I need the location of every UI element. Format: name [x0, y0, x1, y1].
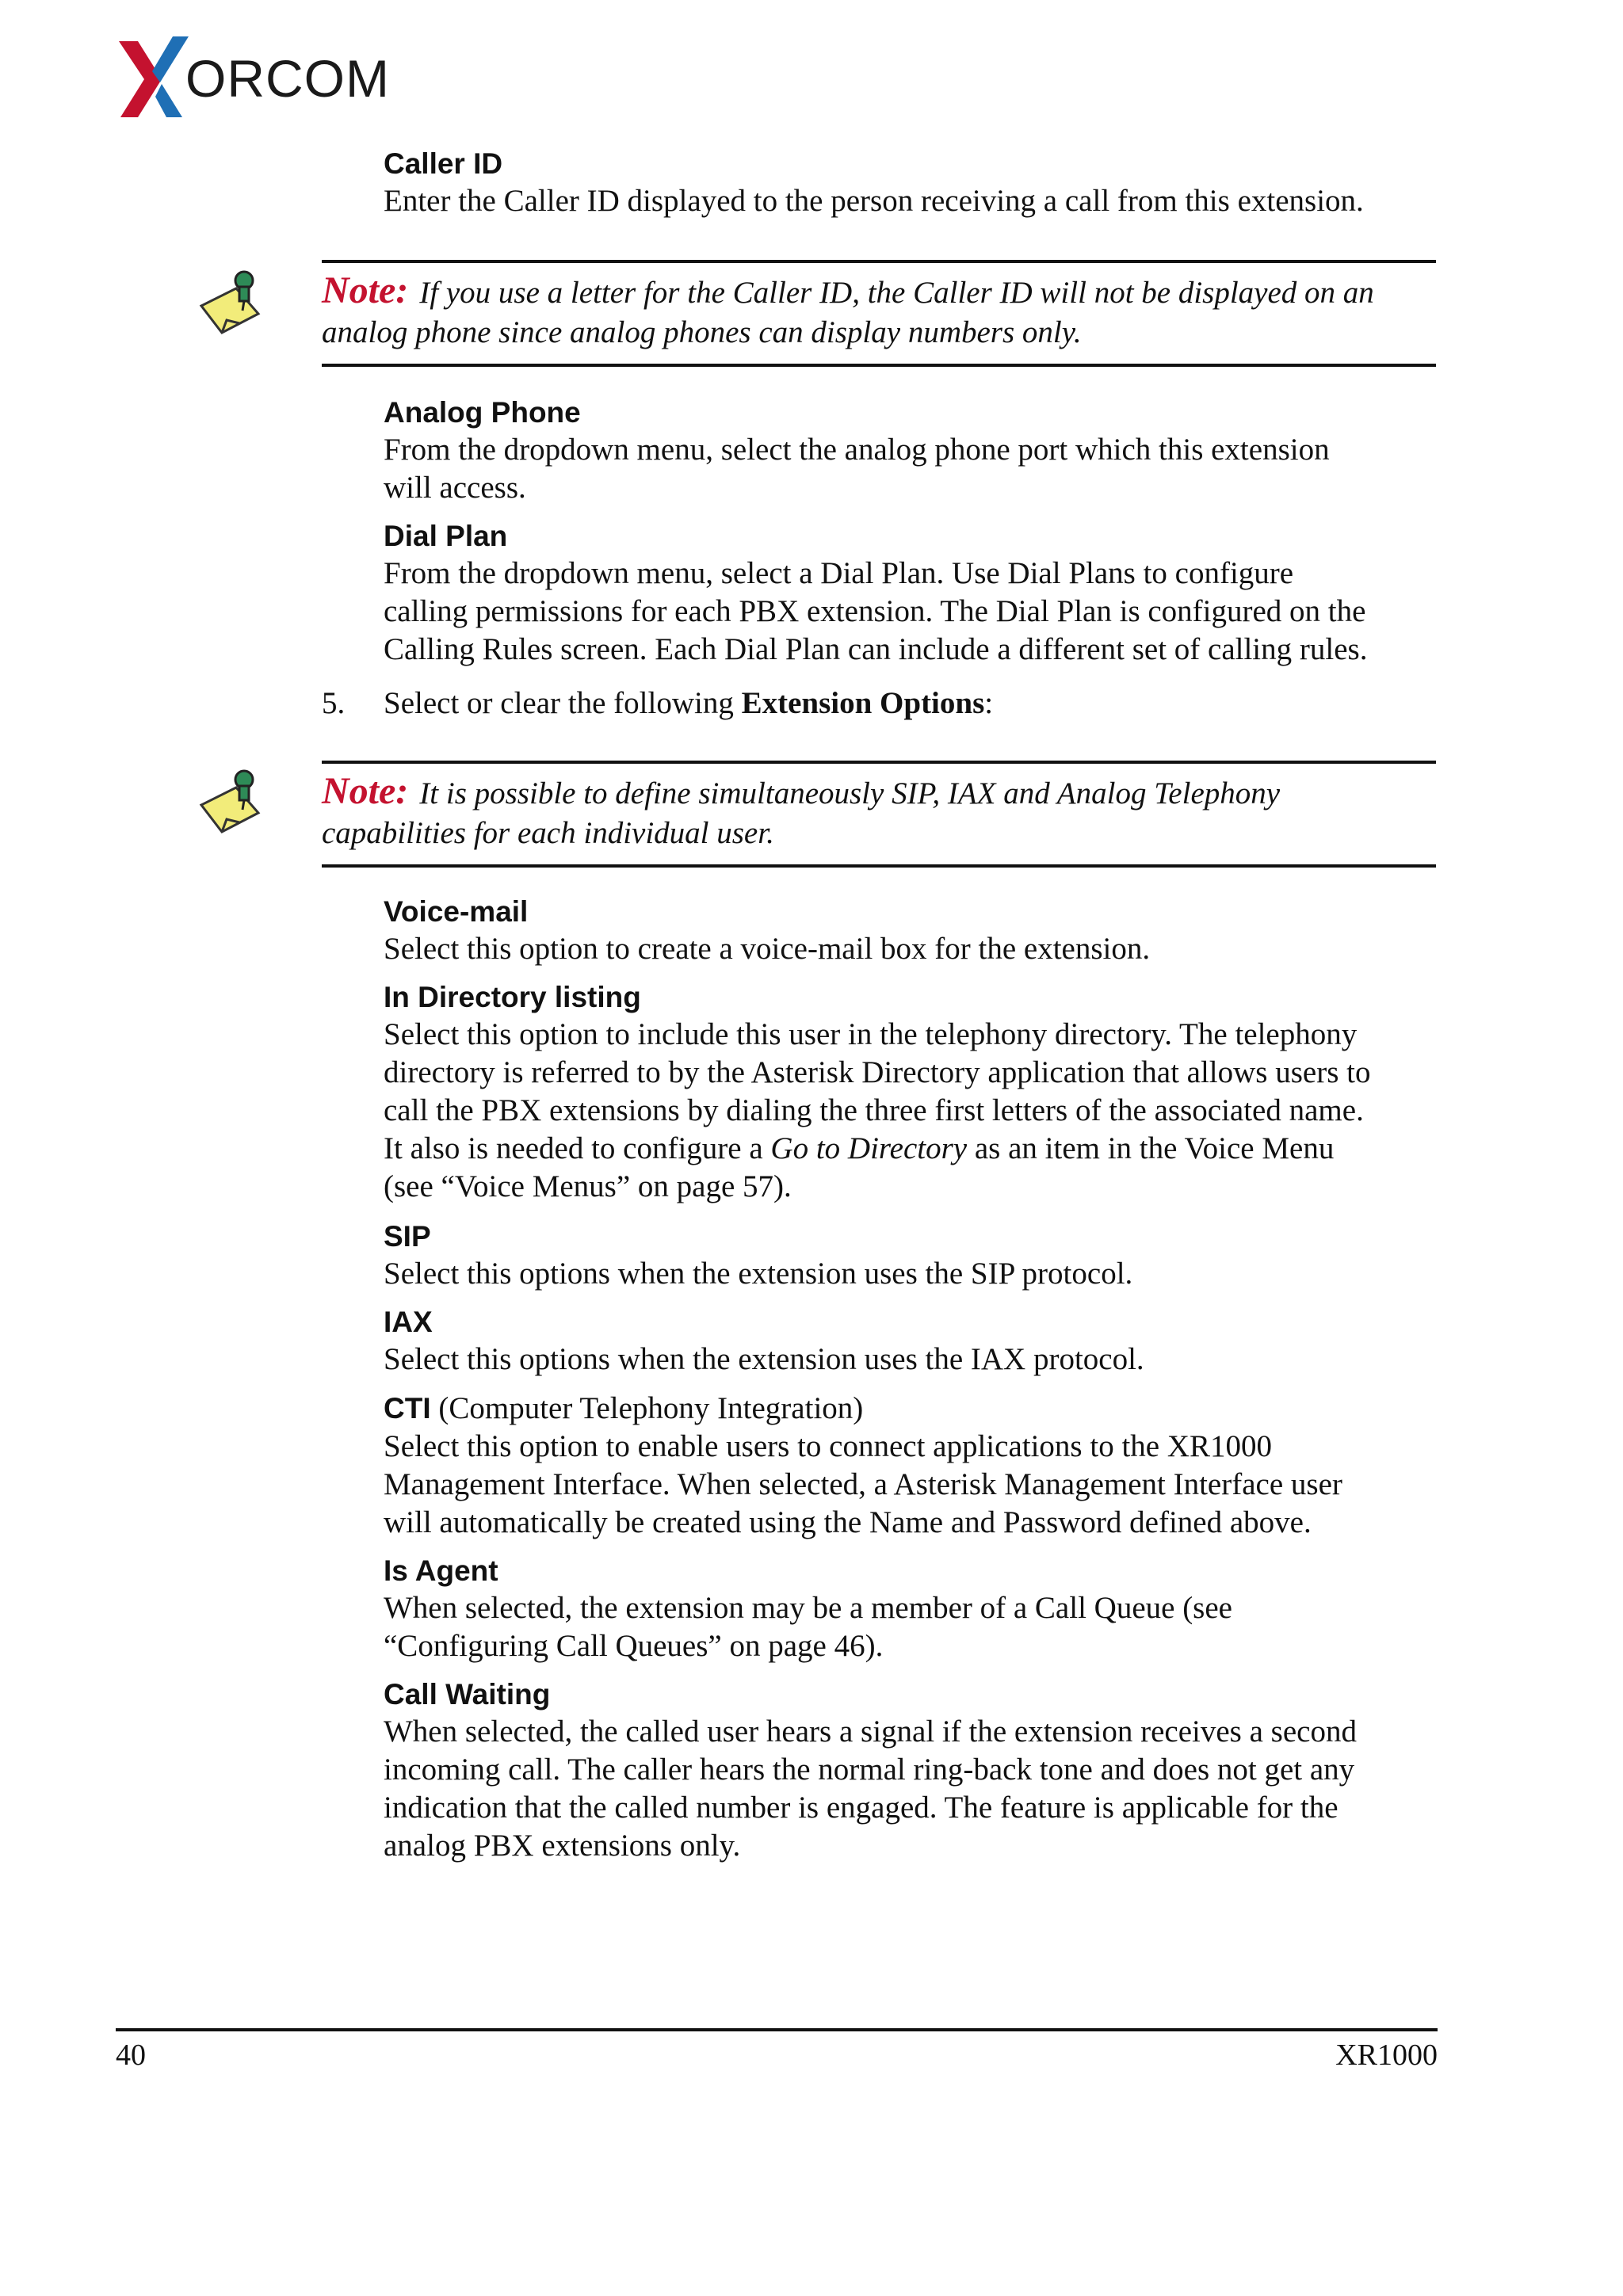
- dial-plan-line2: calling permissions for each PBX extension. The Dial Plan is configured on the: [384, 594, 1366, 628]
- cti-line2: Management Interface. When selected, a Asterisk Management Interface user: [384, 1467, 1342, 1501]
- directory-line4: [384, 1130, 1438, 1168]
- iax-section: [384, 1304, 1438, 1379]
- is-agent-line1: When selected, the extension may be a member of a Call Queue (see: [384, 1591, 1232, 1625]
- step-number: 5.: [322, 686, 346, 720]
- voice-mail-text: Select this option to create a voice-mail box for the extension.: [384, 932, 1151, 966]
- directory-line4-italic: Go to Directory: [770, 1131, 968, 1165]
- note-text-line2: capabilities for each individual user.: [322, 816, 774, 850]
- voice-mail-heading: Voice-mail: [384, 895, 529, 928]
- caller-id-text: Enter the Caller ID displayed to the person receiving a call from this extension.: [384, 184, 1364, 218]
- caller-id-heading: Caller ID: [384, 147, 503, 180]
- step-5: [322, 685, 1439, 723]
- sip-text: Select this options when the extension uses the SIP protocol.: [384, 1257, 1133, 1291]
- is-agent-section: [384, 1553, 1438, 1665]
- analog-phone-line1: From the dropdown menu, select the analog phone port which this extension: [384, 433, 1330, 467]
- directory-line3: call the PBX extensions by dialing the three first letters of the associated name.: [384, 1093, 1364, 1127]
- directory-line4-before: It also is needed to configure a: [384, 1131, 771, 1165]
- note-pin-icon: [190, 265, 269, 344]
- note-pin-icon: [190, 764, 269, 843]
- page-number: 40: [116, 2039, 146, 2072]
- footer-rule: [116, 2028, 1438, 2031]
- is-agent-line2: “Configuring Call Queues” on page 46).: [384, 1629, 884, 1663]
- logo-wordmark: ORCOM: [185, 49, 390, 108]
- note-text-line1: It is possible to define simultaneously SIP, IAX and Analog Telephony: [419, 776, 1281, 810]
- note-text-line2: analog phone since analog phones can display numbers only.: [322, 315, 1082, 349]
- call-waiting-line4: analog PBX extensions only.: [384, 1829, 741, 1863]
- analog-phone-line2: will access.: [384, 471, 526, 505]
- sip-section: [384, 1219, 1438, 1293]
- dial-plan-heading: Dial Plan: [384, 520, 508, 552]
- xorcom-logo: [116, 35, 390, 124]
- analog-phone-section: [384, 395, 1438, 507]
- iax-text: Select this options when the extension uses the IAX protocol.: [384, 1342, 1144, 1376]
- voice-mail-section: [384, 894, 1438, 968]
- note-simultaneous: [322, 761, 1436, 868]
- note-label: Note:: [322, 269, 409, 311]
- cti-heading-suffix: (Computer Telephony Integration): [430, 1391, 864, 1425]
- note-caller-id: [322, 260, 1436, 367]
- dial-plan-line1: From the dropdown menu, select a Dial Plan. Use Dial Plans to configure: [384, 556, 1294, 590]
- cti-heading-row: [384, 1390, 1438, 1428]
- cti-line3: will automatically be created using the Name and Password defined above.: [384, 1505, 1312, 1539]
- analog-phone-heading: Analog Phone: [384, 396, 581, 429]
- directory-line5: (see “Voice Menus” on page 57).: [384, 1169, 792, 1203]
- cti-section: [384, 1390, 1438, 1542]
- dial-plan-line3: Calling Rules screen. Each Dial Plan can include a different set of calling rules.: [384, 632, 1368, 666]
- step-bold: Extension Options: [741, 686, 985, 720]
- call-waiting-line1: When selected, the called user hears a signal if the extension receives a second: [384, 1714, 1357, 1749]
- directory-line2: directory is referred to by the Asterisk Directory application that allows users to: [384, 1055, 1371, 1089]
- directory-section: [384, 979, 1438, 1206]
- note-label: Note:: [322, 770, 409, 812]
- step-text: Select or clear the following: [384, 686, 742, 720]
- dial-plan-section: [384, 518, 1438, 669]
- product-name: XR1000: [1335, 2039, 1438, 2072]
- directory-line4-after: as an item in the Voice Menu: [967, 1131, 1335, 1165]
- is-agent-heading: Is Agent: [384, 1554, 498, 1587]
- cti-heading: CTI: [384, 1392, 431, 1425]
- note-text-line1: If you use a letter for the Caller ID, the Caller ID will not be displayed on an: [419, 276, 1374, 310]
- cti-line1: Select this option to enable users to connect applications to the XR1000: [384, 1429, 1273, 1463]
- iax-heading: IAX: [384, 1306, 433, 1338]
- step-text-after: :: [984, 686, 994, 720]
- caller-id-section: [384, 146, 1438, 220]
- call-waiting-line2: incoming call. The caller hears the normal ring-back tone and does not get any: [384, 1753, 1355, 1787]
- directory-line1: Select this option to include this user in the telephony directory. The telephony: [384, 1017, 1358, 1051]
- call-waiting-line3: indication that the called number is engaged. The feature is applicable for the: [384, 1791, 1338, 1825]
- call-waiting-section: [384, 1676, 1438, 1865]
- sip-heading: SIP: [384, 1220, 431, 1253]
- directory-heading: In Directory listing: [384, 981, 641, 1013]
- call-waiting-heading: Call Waiting: [384, 1678, 551, 1711]
